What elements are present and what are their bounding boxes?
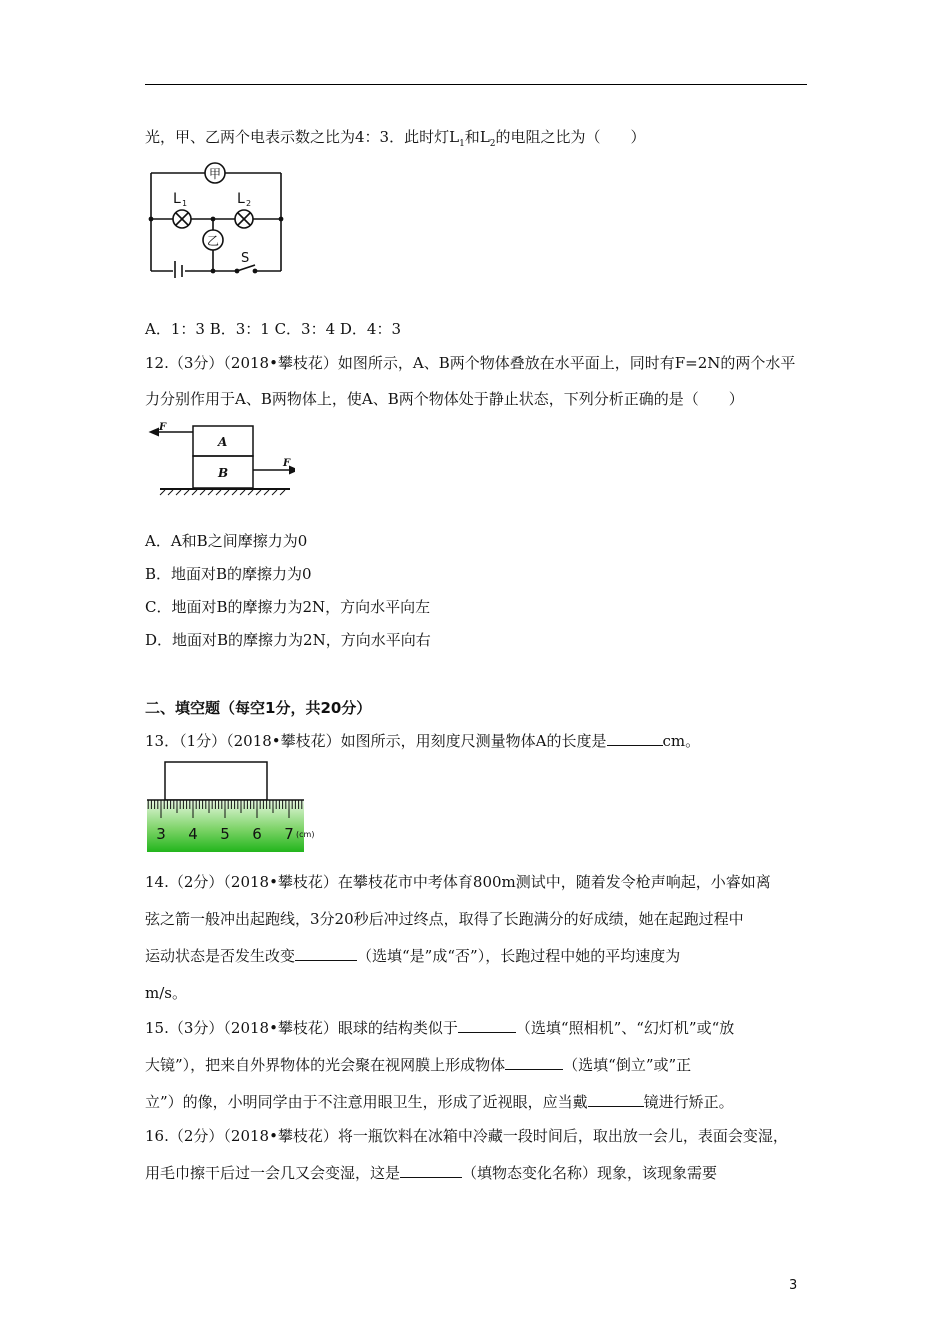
lamp2-label: L [237,191,245,207]
q12-option-b: B．地面对B的摩擦力为0 [145,565,312,583]
q11-text-prefix: 光，甲、乙两个电表示数之比为4：3．此时灯 [145,128,450,146]
q12-option-c: C．地面对B的摩擦力为2N，方向水平向左 [145,598,431,616]
q16-blank-1[interactable] [400,1163,462,1178]
q15-line1 [145,1018,734,1038]
q13-unit: cm。 [662,732,701,750]
q14-blank-1[interactable] [295,946,357,961]
q14-line4: m/s。 [145,984,187,1002]
q12-line1: 12.（3分）（2018•攀枝花）如图所示，A、B两个物体叠放在水平面上，同时有F=2N的两个水平 [145,354,796,372]
ruler-diagram [145,760,325,854]
force-right-label: F [283,458,291,469]
q16-line2-a: 用毛巾擦干后过一会几又会变湿，这是 [145,1164,401,1182]
q11-text-suffix: 的电阻之比为（ ） [495,128,646,146]
q15-line3-b: 镜进行矫正。 [643,1093,734,1111]
circuit-diagram [145,158,290,278]
meter-yi-label: 乙 [206,234,220,248]
q11-l1: L [449,128,460,146]
lamp1-sub: 1 [182,199,188,208]
lamp1-label: L [173,191,181,207]
header-rule [145,84,807,85]
q15-line2-b: （选填“倒立”或”正 [563,1056,692,1074]
q15-line3 [145,1092,734,1112]
block-b-label: B [218,466,229,480]
section2-title: 二、填空题（每空1分，共20分） [145,699,372,717]
q15-blank-1[interactable] [458,1018,516,1033]
q16-line2 [145,1163,717,1183]
ruler-label-7: 7 [284,825,294,843]
object-a [165,762,267,800]
page-number: 3 [789,1278,798,1293]
block-a-label: A [218,435,228,449]
q11-l2-sub: 2 [489,139,496,149]
q15-line3-a: 立”）的像，小明同学由于不注意用眼卫生，形成了近视眼，应当戴 [145,1093,588,1111]
q15-blank-3[interactable] [588,1092,644,1107]
force-left-label: F [159,422,167,433]
q15-line1-a: 15.（3分）（2018•攀枝花）眼球的结构类似于 [145,1019,458,1037]
q11-options: A．1：3 B．3：1 C．3：4 D．4：3 [145,320,402,338]
q11-l2: L [479,128,490,146]
q15-line1-b: （选填“照相机”、“幻灯机”或“放 [515,1019,735,1037]
q15-line2-a: 大镜”），把来自外界物体的光会聚在视网膜上形成物体 [145,1056,506,1074]
q12-line2: 力分别作用于A、B两物体上，使A、B两个物体处于静止状态，下列分析正确的是（ ） [145,390,744,408]
q14-line2: 弦之箭一般冲出起跑线，3分20秒后冲过终点，取得了长跑满分的好成绩，她在起跑过程中 [145,910,744,928]
q15-blank-2[interactable] [505,1055,563,1070]
ruler-label-6: 6 [252,825,262,843]
blocks-diagram [145,418,295,496]
q14-line1: 14.（2分）（2018•攀枝花）在攀枝花市中考体育800m测试中，随着发令枪声响起，小睿如离 [145,873,771,891]
q12-option-d: D．地面对B的摩擦力为2N，方向水平向右 [145,631,431,649]
q12-option-a: A．A和B之间摩擦力为0 [145,532,308,550]
q11-l1-sub: 1 [459,139,465,149]
q14-line3 [145,946,680,966]
ruler-label-4: 4 [188,825,198,843]
q13-blank[interactable] [607,731,663,746]
q15-line2 [145,1055,691,1075]
q13-text: 13．（1分）（2018•攀枝花）如图所示，用刻度尺测量物体A的长度是 [145,732,607,750]
q14-line3-b: （选填“是”成“否”），长跑过程中她的平均速度为 [357,947,681,965]
lamp2-sub: 2 [246,199,252,208]
q16-line2-b: （填物态变化名称）现象，该现象需要 [462,1164,718,1182]
meter-jia-label: 甲 [208,167,222,181]
q14-line3-a: 运动状态是否发生改变 [145,947,296,965]
q16-line1: 16.（2分）（2018•攀枝花）将一瓶饮料在冰箱中冷藏一段时间后，取出放一会儿，表面会变湿， [145,1127,788,1145]
ruler-label-5: 5 [220,825,230,843]
switch-label: S [241,251,250,266]
ruler-unit: (cm) [296,830,315,839]
q11-stem [145,127,646,154]
ruler-label-3: 3 [156,825,166,843]
q13-stem [145,731,700,751]
q11-and: 和 [464,128,480,146]
